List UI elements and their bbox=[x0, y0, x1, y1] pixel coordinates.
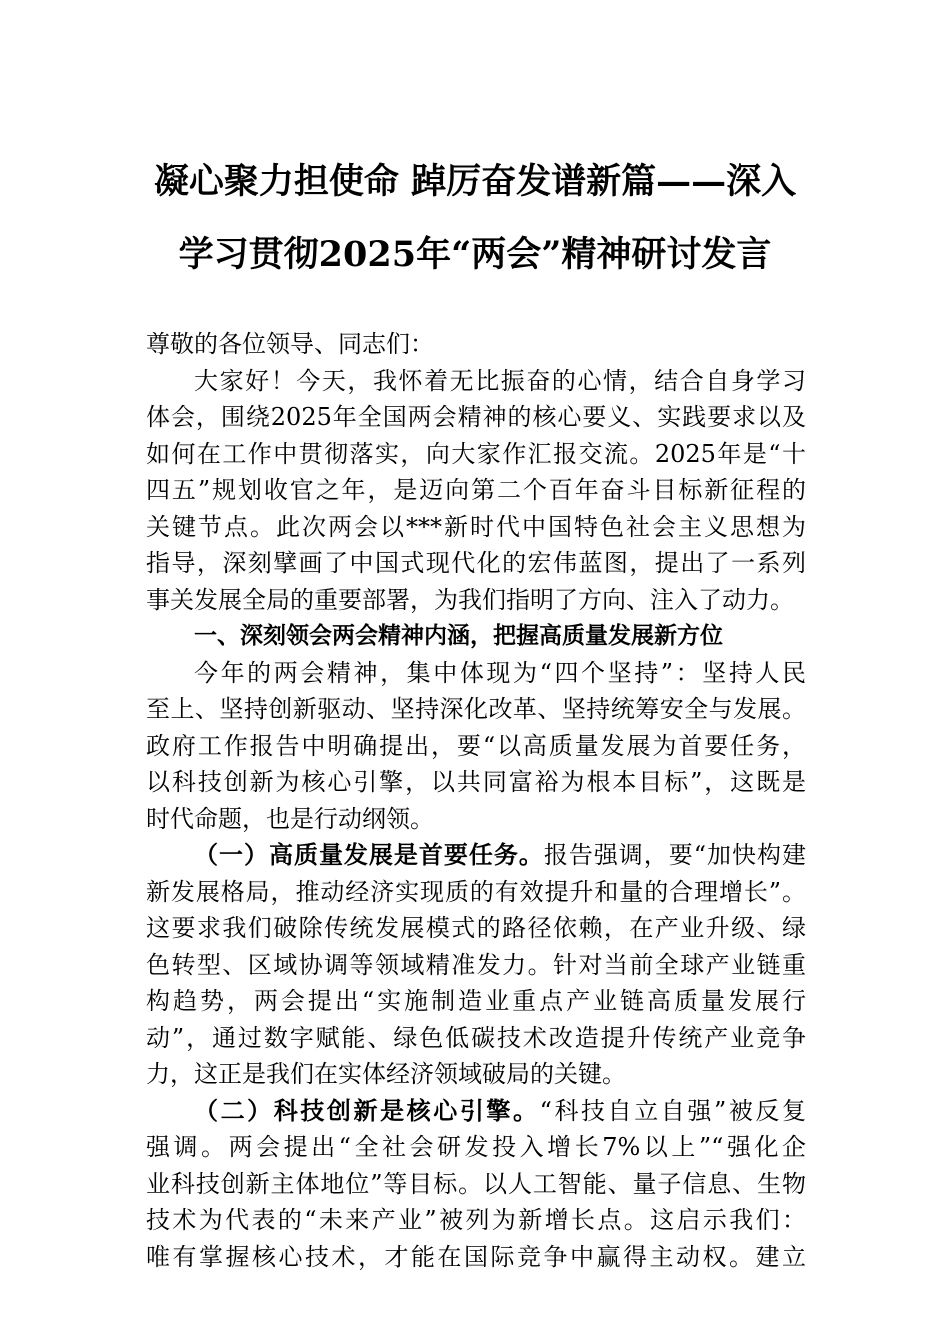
paragraph-line: 今年的两会精神，集中体现为“四个坚持”：坚持人民 bbox=[194, 658, 806, 687]
paragraph-line: 如何在工作中贯彻落实，向大家作汇报交流。2025年是“十 bbox=[146, 439, 806, 468]
paragraph-line: 关键节点。此次两会以***新时代中国特色社会主义思想为 bbox=[146, 512, 806, 541]
paragraph-line: 动”，通过数字赋能、绿色低碳技术改造提升传统产业竞争 bbox=[146, 1023, 806, 1052]
subsection-text: “科技自立自强”被反复 bbox=[539, 1096, 806, 1125]
paragraph-line: 体会，围绕2025年全国两会精神的核心要义、实践要求以及 bbox=[146, 403, 806, 431]
paragraph-line: 技术为代表的“未来产业”被列为新增长点。这启示我们： bbox=[146, 1206, 806, 1234]
paragraph-line: 时代命题，也是行动纲领。 bbox=[146, 804, 434, 833]
paragraph-line: 力，这正是我们在实体经济领域破局的关键。 bbox=[146, 1060, 626, 1088]
paragraph-line: 政府工作报告中明确提出，要“以高质量发展为首要任务， bbox=[146, 731, 806, 760]
subsection-line bbox=[146, 1093, 806, 1130]
paragraph-line: 指导，深刻擘画了中国式现代化的宏伟蓝图，提出了一系列 bbox=[146, 549, 806, 577]
document-title-line-2: 学习贯彻2025年“两会”精神研讨发言 bbox=[178, 234, 772, 275]
paragraph-line: 业科技创新主体地位”等目标。以人工智能、量子信息、生物 bbox=[146, 1169, 806, 1198]
paragraph-line: 事关发展全局的重要部署，为我们指明了方向、注入了动力。 bbox=[146, 585, 794, 614]
paragraph-line: 这要求我们破除传统发展模式的路径依赖，在产业升级、绿 bbox=[146, 914, 806, 942]
paragraph-line: 构趋势，两会提出“实施制造业重点产业链高质量发展行 bbox=[146, 987, 806, 1015]
subsection-lead: （一）高质量发展是首要任务。 bbox=[194, 840, 544, 869]
document-title-line-1: 凝心聚力担使命 踔厉奋发谱新篇——深入 bbox=[153, 161, 797, 202]
paragraph-line: 大家好！今天，我怀着无比振奋的心情，结合自身学习 bbox=[194, 366, 806, 395]
salutation: 尊敬的各位领导、同志们： bbox=[146, 330, 434, 358]
paragraph-line: 至上、坚持创新驱动、坚持深化改革、坚持统筹安全与发展。 bbox=[146, 695, 806, 723]
paragraph-line: 色转型、区域协调等领域精准发力。针对当前全球产业链重 bbox=[146, 950, 806, 979]
paragraph-line: 四五”规划收官之年，是迈向第二个百年奋斗目标新征程的 bbox=[146, 476, 806, 504]
subsection-text: 报告强调，要“加快构建 bbox=[543, 841, 806, 869]
subsection-lead: （二）科技创新是核心引擎。 bbox=[194, 1095, 540, 1125]
section-heading: 一、深刻领会两会精神内涵，把握高质量发展新方位 bbox=[194, 623, 723, 649]
paragraph-line: 以科技创新为核心引擎，以共同富裕为根本目标”，这既是 bbox=[146, 768, 806, 796]
paragraph-line: 唯有掌握核心技术，才能在国际竞争中赢得主动权。建立 bbox=[146, 1242, 806, 1271]
paragraph-line: 新发展格局，推动经济实现质的有效提升和量的合理增长”。 bbox=[146, 877, 806, 906]
subsection-line bbox=[146, 837, 806, 874]
document-body bbox=[146, 326, 806, 1275]
paragraph-line: 强调。两会提出“全社会研发投入增长7%以上”“强化企 bbox=[146, 1133, 806, 1161]
